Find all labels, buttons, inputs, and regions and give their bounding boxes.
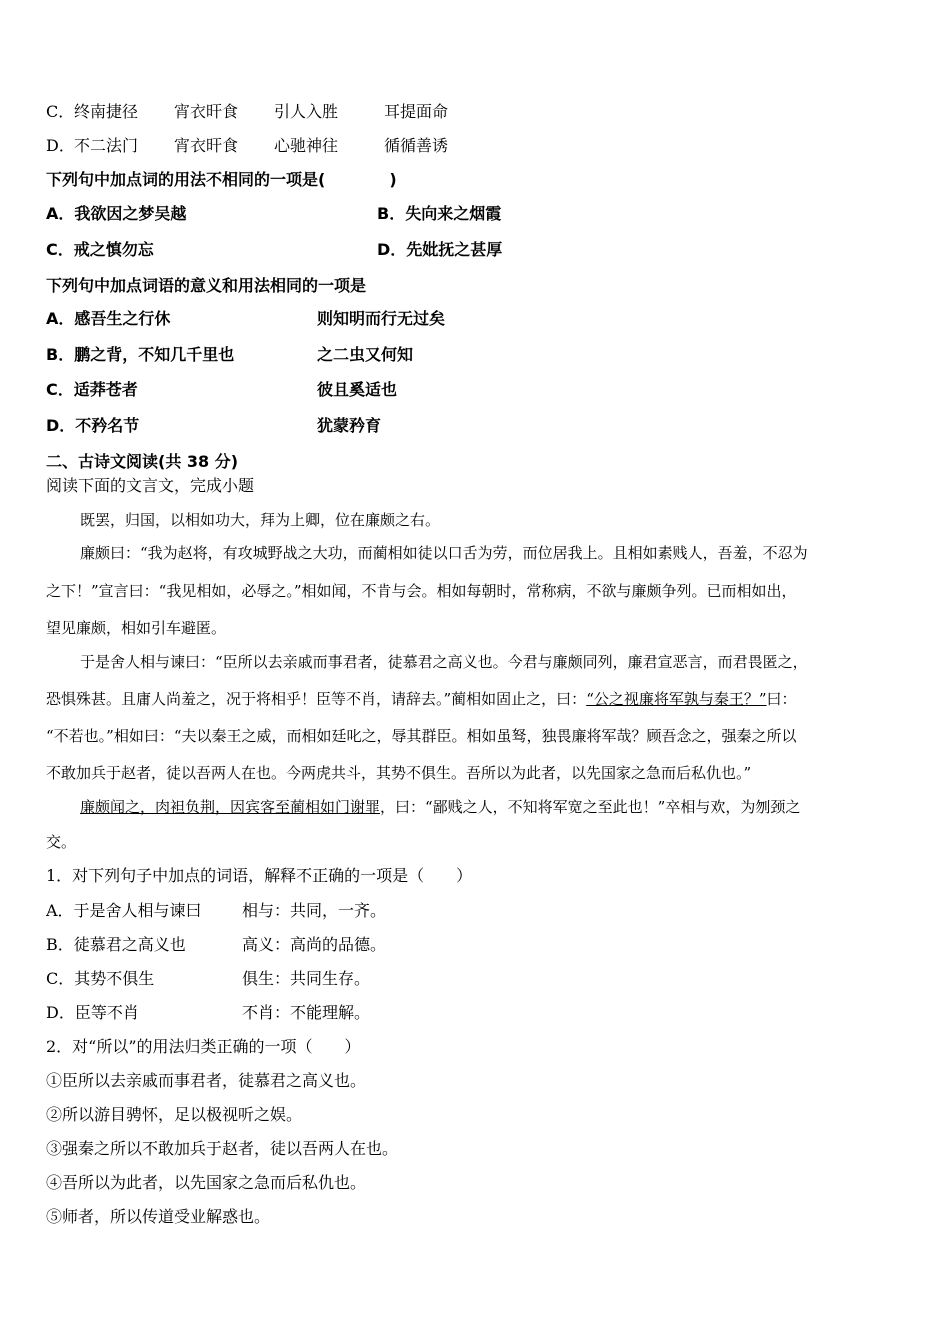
q1-a-left: A．于是舍人相与谏曰 [46, 901, 202, 920]
q1-b-right: 高义：高尚的品德。 [242, 935, 387, 954]
q1-a-right: 相与：共同，一齐。 [242, 901, 387, 920]
prev-option-c: C． 终南捷径 宵衣旰食 引人入胜 耳提面命 [46, 102, 449, 121]
prev-option-d: D． 不二法门 宵衣旰食 心驰神往 循循善诱 [46, 136, 449, 155]
passage-p1: 既罢，归国，以相如功大，拜为上卿，位在廉颇之右。 [80, 511, 441, 529]
usage2-c-right: 彼且奚适也 [317, 380, 398, 399]
q1-c-left: C．其势不俱生 [46, 969, 155, 988]
q1-d-left: D．臣等不肖 [46, 1003, 139, 1022]
usage1-option-a: A．我欲因之梦吴越 [46, 204, 187, 223]
passage-p3d: 不敢加兵于赵者，徒以吾两人在也。今两虎共斗，其势不俱生。吾所以为此者，以先国家之急而后私仇也。” [46, 764, 752, 782]
usage2-d-right: 犹蒙矜育 [317, 416, 382, 435]
passage-p2b: 之下！”宣言曰：“我见相如，必辱之。”相如闻，不肯与会。相如每朝时，常称病，不欲与廉颇争列。已而相如出， [46, 582, 797, 600]
section-title: 二、古诗文阅读(共 38 分) [46, 452, 239, 471]
passage-p4: 廉颇闻之，肉袒负荆，因宾客至蔺相如门谢罪，曰：“鄙贱之人，不知将军宽之至此也！”卒相与欢，为刎颈之 [80, 798, 801, 816]
q1-stem: 1．对下列句子中加点的词语，解释不正确的一项是（ ） [46, 866, 473, 885]
q2-item-5: ⑤师者，所以传道受业解惑也。 [46, 1207, 271, 1226]
usage1-option-b: B．失向来之烟霞 [377, 204, 502, 223]
q1-d-right: 不肖：不能理解。 [242, 1003, 371, 1022]
usage2-d-left: D．不矜名节 [46, 416, 140, 435]
passage-p2a: 廉颇曰：“我为赵将，有攻城野战之大功，而蔺相如徒以口舌为劳，而位居我上。且相如素贱人，吾羞，不忍为 [80, 544, 808, 562]
usage2-a-right: 则知明而行无过矣 [317, 309, 446, 328]
q1-c-right: 俱生：共同生存。 [242, 969, 371, 988]
section-intro: 阅读下面的文言文，完成小题 [46, 476, 255, 495]
usage1-option-d: D．先妣抚之甚厚 [377, 240, 503, 259]
q2-item-3: ③强秦之所以不敢加兵于赵者，徒以吾两人在也。 [46, 1139, 399, 1158]
underlined-question: “公之视廉将军孰与秦王？” [586, 690, 767, 708]
usage1-option-c: C．戒之慎勿忘 [46, 240, 154, 259]
underlined-sentence: 廉颇闻之，肉袒负荆，因宾客至蔺相如门谢罪 [80, 798, 381, 816]
usage2-a-left: A．感吾生之行休 [46, 309, 171, 328]
passage-p2c: 望见廉颇，相如引车避匿。 [46, 619, 227, 637]
passage-p3b: 恐惧殊甚。且庸人尚羞之，况于将相乎！臣等不肖，请辞去。”蔺相如固止之，曰：“公之视廉将军孰与秦王？”曰： [46, 690, 797, 708]
usage2-stem: 下列句中加点词语的意义和用法相同的一项是 [46, 276, 367, 295]
q2-item-4: ④吾所以为此者，以先国家之急而后私仇也。 [46, 1173, 367, 1192]
usage2-c-left: C．适莽苍者 [46, 380, 138, 399]
usage2-b-left: B．鹏之背，不知几千里也 [46, 345, 235, 364]
q2-item-1: ①臣所以去亲戚而事君者，徒慕君之高义也。 [46, 1071, 367, 1090]
passage-p3c: “不若也。”相如曰：“夫以秦王之威，而相如廷叱之，辱其群臣。相如虽驽，独畏廉将军哉？顾吾念之，强秦之所以 [46, 727, 797, 745]
passage-p3a: 于是舍人相与谏曰：“臣所以去亲戚而事君者，徒慕君之高义也。今君与廉颇同列，廉君宣恶言，而君畏匿之， [80, 653, 808, 671]
passage-p4b: 交。 [46, 833, 77, 851]
q1-b-left: B．徒慕君之高义也 [46, 935, 186, 954]
q2-item-2: ②所以游目骋怀，足以极视听之娱。 [46, 1105, 303, 1124]
usage1-stem: 下列句中加点词的用法不相同的一项是( ) [46, 170, 397, 189]
usage2-b-right: 之二虫又何知 [317, 345, 414, 364]
q2-stem: 2．对“所以”的用法归类正确的一项（ ） [46, 1037, 361, 1056]
